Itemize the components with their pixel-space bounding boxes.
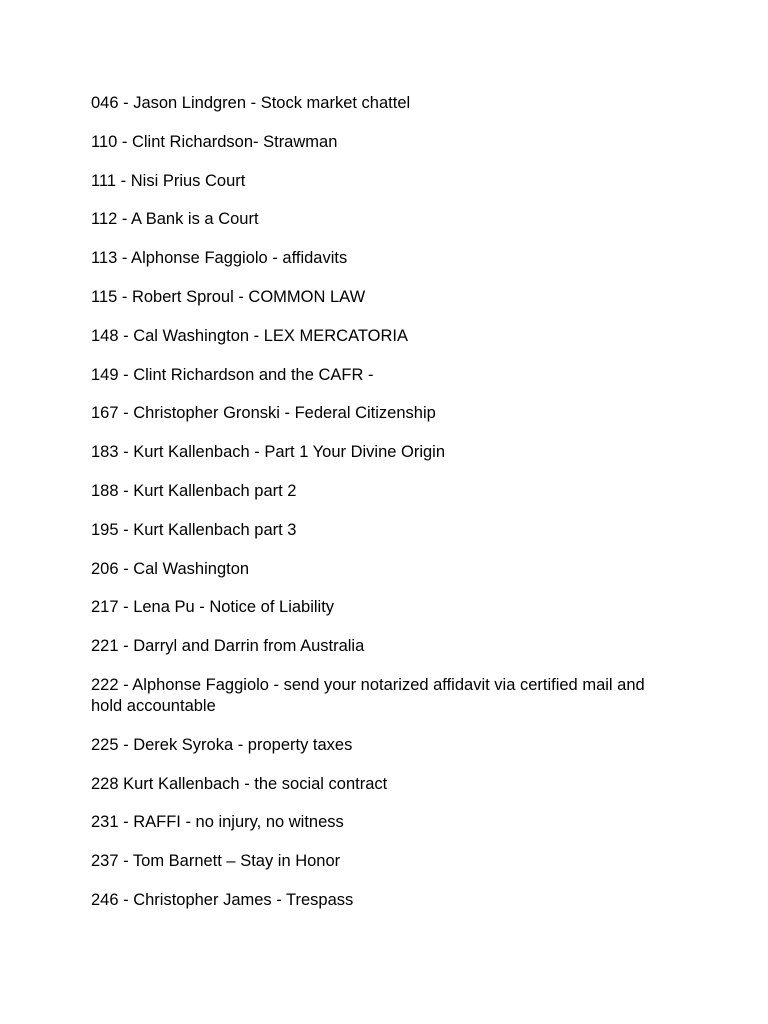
list-item: 222 - Alphonse Faggiolo - send your notarized affidavit via certified mail and hold accountable: [91, 675, 645, 715]
episode-list: [91, 93, 671, 929]
list-item: 113 - Alphonse Faggiolo - affidavits: [91, 249, 348, 268]
list-item: 217 - Lena Pu - Notice of Liability: [91, 598, 335, 617]
list-item: 115 - Robert Sproul - COMMON LAW: [91, 287, 366, 306]
list-item: 195 - Kurt Kallenbach part 3: [91, 520, 297, 539]
list-item: 206 - Cal Washington: [91, 559, 250, 578]
list-item: 225 - Derek Syroka - property taxes: [91, 735, 353, 754]
list-item: 188 - Kurt Kallenbach part 2: [91, 481, 297, 500]
list-item: 149 - Clint Richardson and the CAFR -: [91, 365, 374, 384]
list-item: 111 - Nisi Prius Court: [91, 171, 246, 190]
list-item: 112 - A Bank is a Court: [91, 210, 259, 229]
list-item: 110 - Clint Richardson- Strawman: [91, 132, 338, 151]
list-item: 221 - Darryl and Darrin from Australia: [91, 637, 365, 656]
list-item: 148 - Cal Washington - LEX MERCATORIA: [91, 326, 408, 345]
list-item: 231 - RAFFI - no injury, no witness: [91, 813, 344, 832]
list-item: 046 - Jason Lindgren - Stock market chattel: [91, 94, 411, 112]
list-item: 237 - Tom Barnett – Stay in Honor: [91, 852, 341, 871]
list-item: 246 - Christopher James - Trespass: [91, 890, 354, 909]
list-item: 183 - Kurt Kallenbach - Part 1 Your Divine Origin: [91, 443, 446, 462]
list-item: 228 Kurt Kallenbach - the social contract: [91, 774, 388, 793]
list-item: 167 - Christopher Gronski - Federal Citizenship: [91, 404, 436, 423]
